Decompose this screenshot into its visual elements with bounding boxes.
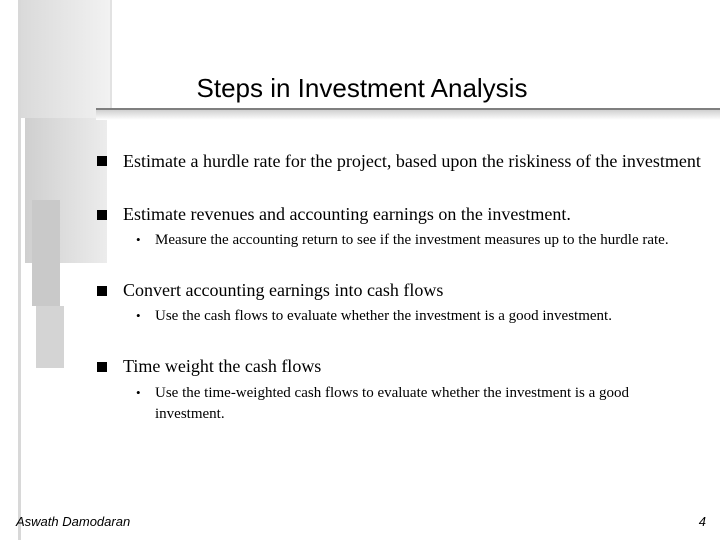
- decorative-line: [110, 0, 112, 118]
- square-bullet-icon: [97, 286, 107, 296]
- decorative-line: [18, 0, 21, 540]
- footer-author: Aswath Damodaran: [16, 514, 131, 529]
- slide-title: Steps in Investment Analysis: [196, 73, 528, 103]
- sub-bullet-text: Use the time-weighted cash flows to evaluate whether the investment is a good investment.: [155, 385, 630, 422]
- sub-bullet-text: Measure the accounting return to see if the investment measures up to the hurdle rate.: [155, 232, 669, 248]
- page-number: 4: [698, 514, 706, 529]
- dot-bullet-icon: •: [136, 308, 141, 323]
- square-bullet-icon: [97, 156, 107, 166]
- sub-bullet-text: Use the cash flows to evaluate whether the investment is a good investment.: [155, 308, 612, 324]
- decorative-band: [36, 306, 64, 368]
- square-bullet-icon: [97, 362, 107, 372]
- bullet-text: Time weight the cash flows: [123, 356, 322, 376]
- bullet-text: Convert accounting earnings into cash flows: [123, 280, 444, 300]
- decorative-band: [32, 200, 60, 306]
- dot-bullet-icon: •: [136, 232, 141, 247]
- dot-bullet-icon: •: [136, 385, 141, 400]
- square-bullet-icon: [97, 210, 107, 220]
- bullet-text: Estimate a hurdle rate for the project, based upon the riskiness of the investment: [123, 151, 701, 171]
- bullet-text: Estimate revenues and accounting earnings on the investment.: [123, 204, 571, 224]
- decorative-band: [18, 0, 110, 118]
- title-divider-shadow: [96, 110, 720, 120]
